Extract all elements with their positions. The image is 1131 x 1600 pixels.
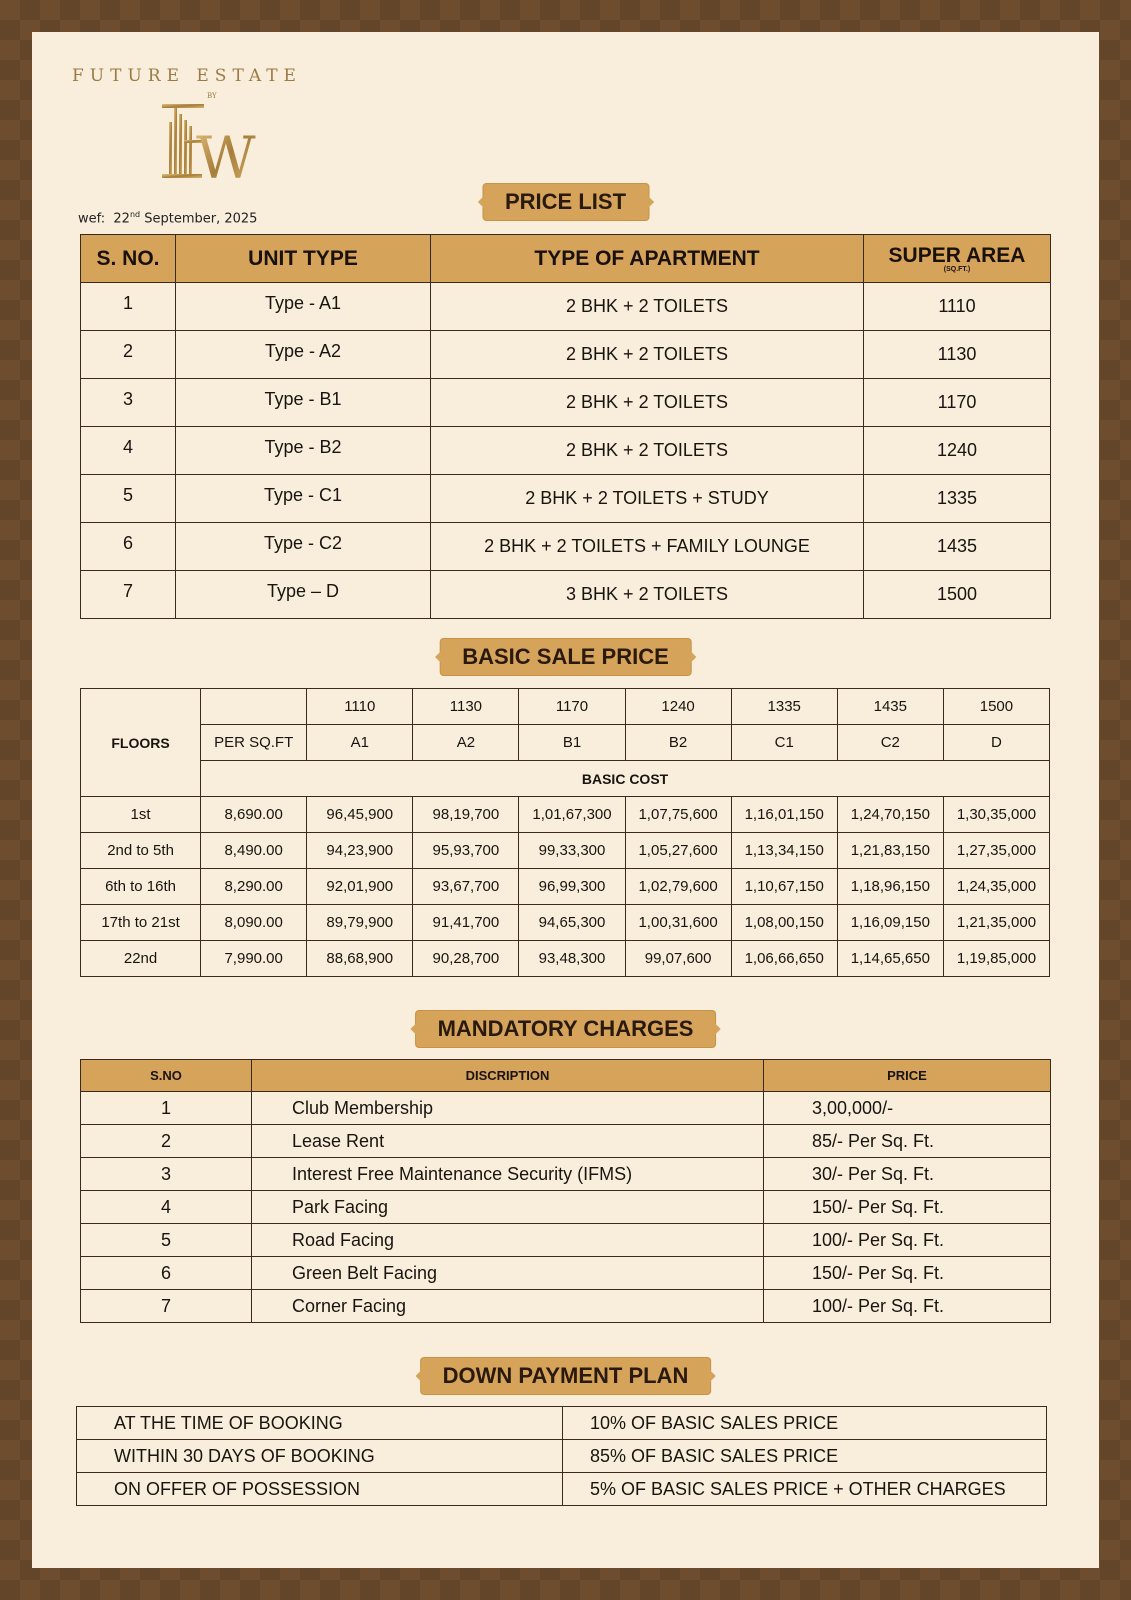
mandatory-header-price: PRICE [764, 1060, 1051, 1092]
payment-stage-row [77, 1440, 1047, 1473]
floor-price-row [81, 941, 1050, 977]
charge-price: 100/- Per Sq. Ft. [764, 1224, 1051, 1257]
basic-sale-price-table [80, 688, 1050, 977]
charge-sno: 4 [81, 1191, 252, 1224]
basic-cost-cell: 98,19,700 [413, 797, 519, 833]
basic-cost-cell: 1,16,01,150 [731, 797, 837, 833]
wef-day-suffix: nd [129, 210, 141, 219]
wef-day: 22 [113, 211, 130, 227]
basic-cost-cell: 1,18,96,150 [837, 869, 943, 905]
basic-cost-cell: 93,48,300 [519, 941, 625, 977]
basic-cost-cell: 94,23,900 [307, 833, 413, 869]
bsp-type-cell: C2 [837, 725, 943, 761]
bsp-basic-cost-row [81, 761, 1050, 797]
super-area-value: 1240 [864, 427, 1051, 475]
basic-sale-price-title: BASIC SALE PRICE [440, 639, 691, 675]
mandatory-charges-table [80, 1059, 1051, 1323]
basic-cost-cell: 96,45,900 [307, 797, 413, 833]
mandatory-header-sno: S.NO [81, 1060, 252, 1092]
down-payment-table [76, 1406, 1047, 1506]
basic-cost-cell: 99,07,600 [625, 941, 731, 977]
charge-description: Club Membership [252, 1092, 764, 1125]
bsp-empty-cell [201, 689, 307, 725]
header-apartment-type: TYPE OF APARTMENT [431, 235, 864, 283]
price-list-table [80, 234, 1051, 619]
basic-cost-cell: 1,30,35,000 [943, 797, 1049, 833]
basic-cost-cell: 89,79,900 [307, 905, 413, 941]
mandatory-header-desc: DISCRIPTION [252, 1060, 764, 1092]
super-area-value: 1130 [864, 331, 1051, 379]
bsp-area-cell: 1110 [307, 689, 413, 725]
charge-description: Lease Rent [252, 1125, 764, 1158]
unit-sno: 2 [81, 331, 176, 379]
rate-per-sqft: 8,690.00 [201, 797, 307, 833]
basic-cost-cell: 90,28,700 [413, 941, 519, 977]
basic-cost-cell: 88,68,900 [307, 941, 413, 977]
basic-cost-cell: 1,19,85,000 [943, 941, 1049, 977]
header-sno: S. NO. [81, 235, 176, 283]
basic-cost-cell: 1,27,35,000 [943, 833, 1049, 869]
floor-price-row [81, 869, 1050, 905]
price-list-header-row [81, 235, 1051, 283]
charge-price: 100/- Per Sq. Ft. [764, 1290, 1051, 1323]
charge-description: Park Facing [252, 1191, 764, 1224]
basic-cost-cell: 96,99,300 [519, 869, 625, 905]
basic-cost-cell: 1,21,35,000 [943, 905, 1049, 941]
wef-prefix: wef: [78, 211, 106, 227]
bsp-type-cell: B2 [625, 725, 731, 761]
mandatory-charge-row [81, 1158, 1051, 1191]
logo-w-letter: W [196, 124, 256, 184]
basic-cost-cell: 92,01,900 [307, 869, 413, 905]
apartment-type: 2 BHK + 2 TOILETS [431, 427, 864, 475]
unit-type: Type - A1 [176, 283, 431, 331]
basic-cost-cell: 1,06,66,650 [731, 941, 837, 977]
super-area-value: 1110 [864, 283, 1051, 331]
charge-description: Road Facing [252, 1224, 764, 1257]
unit-type: Type - B1 [176, 379, 431, 427]
floor-price-row [81, 833, 1050, 869]
price-list-row [81, 379, 1051, 427]
apartment-type: 2 BHK + 2 TOILETS [431, 379, 864, 427]
basic-cost-cell: 1,21,83,150 [837, 833, 943, 869]
payment-stage: AT THE TIME OF BOOKING [77, 1407, 563, 1440]
charge-description: Corner Facing [252, 1290, 764, 1323]
charge-price: 85/- Per Sq. Ft. [764, 1125, 1051, 1158]
super-area-value: 1435 [864, 523, 1051, 571]
rate-per-sqft: 8,490.00 [201, 833, 307, 869]
basic-cost-cell: 95,93,700 [413, 833, 519, 869]
apartment-type: 2 BHK + 2 TOILETS + STUDY [431, 475, 864, 523]
charge-sno: 6 [81, 1257, 252, 1290]
rate-per-sqft: 7,990.00 [201, 941, 307, 977]
payment-stage: WITHIN 30 DAYS OF BOOKING [77, 1440, 563, 1473]
unit-type: Type – D [176, 571, 431, 619]
bsp-area-cell: 1500 [943, 689, 1049, 725]
price-list-row [81, 427, 1051, 475]
super-area-unit: (SQ.FT.) [943, 266, 971, 273]
floor-label: 17th to 21st [81, 905, 201, 941]
mandatory-charge-row [81, 1257, 1051, 1290]
bsp-area-cell: 1240 [625, 689, 731, 725]
payment-amount: 10% OF BASIC SALES PRICE [563, 1407, 1047, 1440]
price-list-row [81, 331, 1051, 379]
unit-sno: 1 [81, 283, 176, 331]
basic-cost-cell: 1,24,70,150 [837, 797, 943, 833]
apartment-type: 2 BHK + 2 TOILETS [431, 331, 864, 379]
apartment-type: 2 BHK + 2 TOILETS + FAMILY LOUNGE [431, 523, 864, 571]
floor-label: 2nd to 5th [81, 833, 201, 869]
charge-sno: 3 [81, 1158, 252, 1191]
basic-cost-cell: 1,13,34,150 [731, 833, 837, 869]
basic-cost-cell: 1,00,31,600 [625, 905, 731, 941]
floor-price-row [81, 797, 1050, 833]
unit-type: Type - C2 [176, 523, 431, 571]
bsp-area-cell: 1170 [519, 689, 625, 725]
bsp-area-cell: 1130 [413, 689, 519, 725]
mandatory-charges-title: MANDATORY CHARGES [416, 1011, 716, 1047]
rate-per-sqft: 8,290.00 [201, 869, 307, 905]
basic-cost-cell: 1,24,35,000 [943, 869, 1049, 905]
rate-per-sqft: 8,090.00 [201, 905, 307, 941]
unit-type: Type - B2 [176, 427, 431, 475]
charge-sno: 1 [81, 1092, 252, 1125]
charge-price: 150/- Per Sq. Ft. [764, 1257, 1051, 1290]
basic-cost-cell: 1,05,27,600 [625, 833, 731, 869]
basic-cost-cell: 1,08,00,150 [731, 905, 837, 941]
mandatory-charge-row [81, 1125, 1051, 1158]
apartment-type: 2 BHK + 2 TOILETS [431, 283, 864, 331]
brand-name: FUTURE ESTATE [72, 66, 302, 86]
floors-label: FLOORS [81, 689, 201, 797]
mandatory-charge-row [81, 1092, 1051, 1125]
basic-cost-cell: 99,33,300 [519, 833, 625, 869]
basic-cost-cell: 1,02,79,600 [625, 869, 731, 905]
payment-stage-row [77, 1473, 1047, 1506]
payment-stage: ON OFFER OF POSSESSION [77, 1473, 563, 1506]
basic-cost-cell: 91,41,700 [413, 905, 519, 941]
basic-cost-cell: 1,16,09,150 [837, 905, 943, 941]
price-list-row [81, 523, 1051, 571]
floor-label: 1st [81, 797, 201, 833]
effective-date [78, 210, 257, 226]
wef-month-year: September, 2025 [144, 211, 258, 227]
payment-amount: 5% OF BASIC SALES PRICE + OTHER CHARGES [563, 1473, 1047, 1506]
mandatory-charge-row [81, 1224, 1051, 1257]
apartment-type: 3 BHK + 2 TOILETS [431, 571, 864, 619]
price-list-row [81, 571, 1051, 619]
basic-cost-cell: 1,14,65,650 [837, 941, 943, 977]
bsp-type-cell: A1 [307, 725, 413, 761]
floor-label: 6th to 16th [81, 869, 201, 905]
unit-sno: 3 [81, 379, 176, 427]
unit-type: Type - A2 [176, 331, 431, 379]
bsp-area-row [81, 689, 1050, 725]
price-list-row [81, 475, 1051, 523]
price-list-row [81, 283, 1051, 331]
super-area-label: SUPER AREA [888, 244, 1026, 267]
bsp-type-cell: A2 [413, 725, 519, 761]
header-unit-type: UNIT TYPE [176, 235, 431, 283]
unit-sno: 4 [81, 427, 176, 475]
unit-sno: 7 [81, 571, 176, 619]
mandatory-charge-row [81, 1191, 1051, 1224]
bsp-type-cell: C1 [731, 725, 837, 761]
bsp-area-cell: 1435 [837, 689, 943, 725]
bsp-type-cell: B1 [519, 725, 625, 761]
super-area-value: 1500 [864, 571, 1051, 619]
charge-sno: 5 [81, 1224, 252, 1257]
basic-cost-label: BASIC COST [201, 761, 1050, 797]
basic-cost-cell: 94,65,300 [519, 905, 625, 941]
price-list-title: PRICE LIST [483, 184, 648, 220]
charge-description: Interest Free Maintenance Security (IFMS) [252, 1158, 764, 1191]
brand-by: BY [207, 92, 217, 100]
unit-sno: 5 [81, 475, 176, 523]
bsp-type-row [81, 725, 1050, 761]
mandatory-charge-row [81, 1290, 1051, 1323]
charge-description: Green Belt Facing [252, 1257, 764, 1290]
basic-cost-cell: 1,07,75,600 [625, 797, 731, 833]
super-area-value: 1170 [864, 379, 1051, 427]
floor-price-row [81, 905, 1050, 941]
bsp-area-cell: 1335 [731, 689, 837, 725]
charge-price: 150/- Per Sq. Ft. [764, 1191, 1051, 1224]
basic-cost-cell: 93,67,700 [413, 869, 519, 905]
unit-sno: 6 [81, 523, 176, 571]
mandatory-header-row [81, 1060, 1051, 1092]
down-payment-title: DOWN PAYMENT PLAN [421, 1358, 711, 1394]
charge-price: 3,00,000/- [764, 1092, 1051, 1125]
payment-stage-row [77, 1407, 1047, 1440]
per-sqft-label: PER SQ.FT [201, 725, 307, 761]
unit-type: Type - C1 [176, 475, 431, 523]
charge-price: 30/- Per Sq. Ft. [764, 1158, 1051, 1191]
fw-logo [160, 102, 280, 184]
charge-sno: 7 [81, 1290, 252, 1323]
bsp-type-cell: D [943, 725, 1049, 761]
super-area-value: 1335 [864, 475, 1051, 523]
basic-cost-cell: 1,01,67,300 [519, 797, 625, 833]
floor-label: 22nd [81, 941, 201, 977]
basic-cost-cell: 1,10,67,150 [731, 869, 837, 905]
charge-sno: 2 [81, 1125, 252, 1158]
payment-amount: 85% OF BASIC SALES PRICE [563, 1440, 1047, 1473]
header-super-area [864, 235, 1051, 283]
